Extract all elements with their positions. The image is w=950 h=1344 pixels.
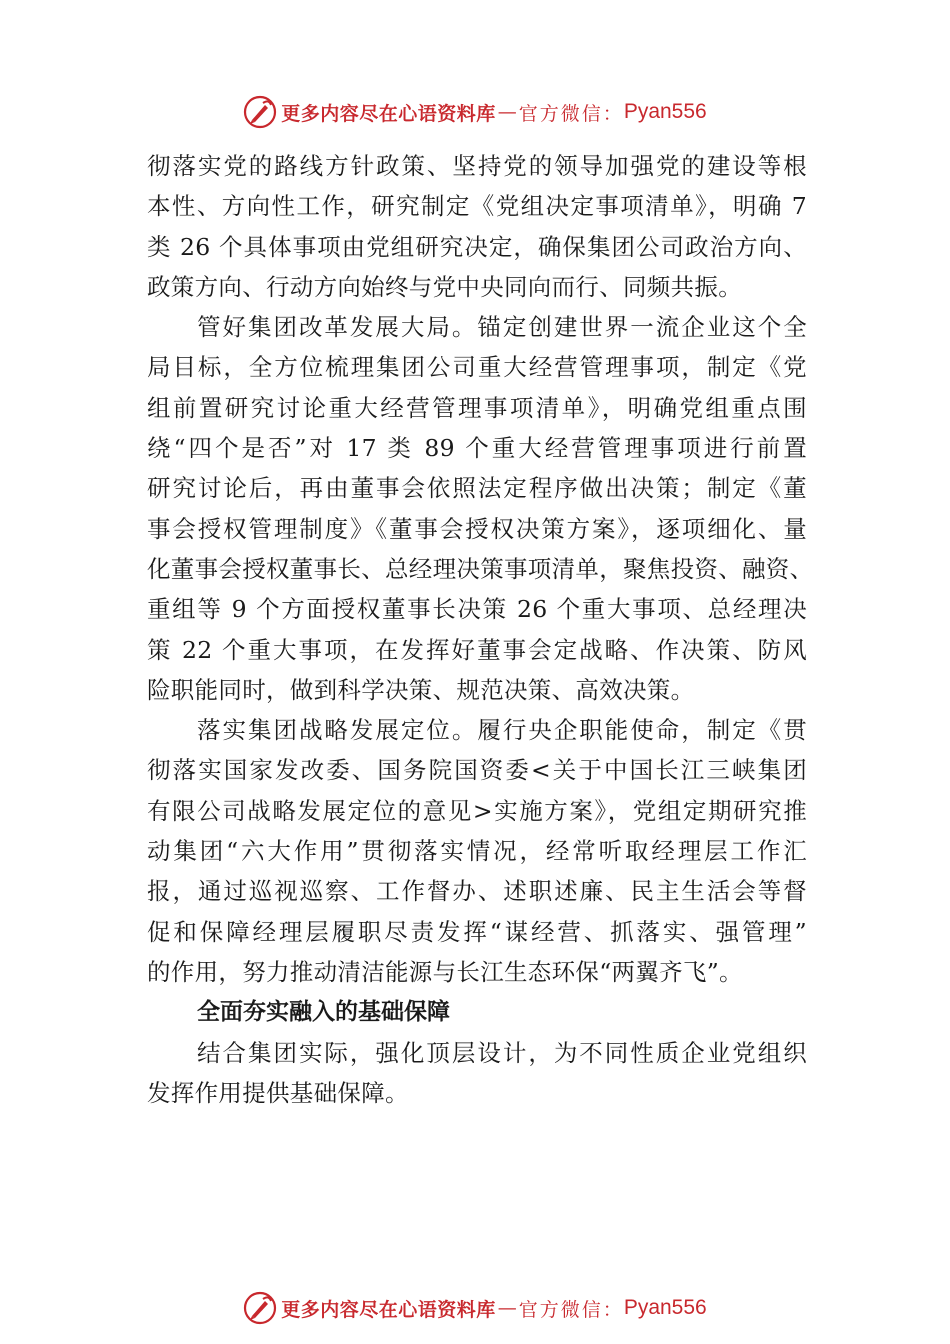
paragraph-1 (147, 146, 807, 307)
text-line: 组前置研究讨论重大经营管理事项清单》，明确党组重点围 (147, 393, 807, 422)
text-line: 本性、方向性工作，研究制定《党组决定事项清单》，明确 7 (147, 192, 807, 221)
text-line: 彻落实党的路线方针政策、坚持党的领导加强党的建设等根 (147, 152, 807, 180)
text-line: 的作用，努力推动清洁能源与长江生态环保“两翼齐飞”。 (147, 957, 743, 986)
wechat-label: 官方微信： (518, 1298, 624, 1321)
paragraph-4 (147, 1033, 807, 1114)
header-banner (0, 92, 950, 132)
text-line: 动集团“六大作用”贯彻落实情况，经常听取经理层工作汇 (147, 837, 807, 866)
pen-logo-icon (243, 95, 277, 129)
text-line: 类 26 个具体事项由党组研究决定，确保集团公司政治方向、 (147, 232, 807, 261)
document-body (147, 146, 814, 1113)
text-line: 重组等 9 个方面授权董事长决策 26 个重大事项、总经理决 (147, 595, 807, 624)
paragraph-3 (147, 710, 807, 992)
text-line: 局目标，全方位梳理集团公司重大经营管理事项，制定《党 (147, 353, 807, 382)
banner-separator: — (497, 1297, 517, 1319)
text-line: 政策方向、行动方向始终与党中央同向而行、同频共振。 (147, 272, 742, 301)
brand-name: 更多内容尽在心语资料库 (281, 1298, 496, 1321)
brand-name: 更多内容尽在心语资料库 (281, 102, 496, 125)
text-line: 促和保障经理层履职尽责发挥“谋经营、抓落实、强管理” (147, 917, 807, 946)
text-line: 研究讨论后，再由董事会依照法定程序做出决策；制定《董 (147, 474, 807, 503)
text-line: 管好集团改革发展大局。锚定创建世界一流企业这个全 (197, 313, 807, 342)
footer-banner (0, 1288, 950, 1328)
paragraph-2 (147, 307, 814, 710)
text-line: 策 22 个重大事项，在发挥好董事会定战略、作决策、防风 (147, 635, 807, 664)
pen-logo-icon (243, 1291, 277, 1325)
text-line: 化董事会授权董事长、总经理决策事项清单，聚焦投资、融资、 (147, 554, 814, 583)
text-line: 落实集团战略发展定位。履行央企职能使命，制定《贯 (197, 716, 807, 745)
text-line: 绕“四个是否”对 17 类 89 个重大经营管理事项进行前置 (147, 434, 807, 463)
text-line: 险职能同时，做到科学决策、规范决策、高效决策。 (147, 675, 695, 704)
wechat-label: 官方微信： (518, 102, 624, 125)
text-line: 结合集团实际，强化顶层设计，为不同性质企业党组织 (197, 1038, 807, 1067)
wechat-id: Pyan556 (623, 100, 707, 123)
text-line: 事会授权管理制度》《董事会授权决策方案》，逐项细化、量 (147, 514, 807, 543)
text-line: 报，通过巡视巡察、工作督办、述职述廉、民主生活会等督 (147, 877, 807, 906)
section-heading: 全面夯实融入的基础保障 (197, 999, 450, 1026)
text-line: 有限公司战略发展定位的意见>实施方案》，党组定期研究推 (147, 796, 807, 825)
text-line: 彻落实国家发改委、国务院国资委<关于中国长江三峡集团 (147, 756, 807, 785)
banner-separator: — (497, 101, 517, 123)
wechat-id: Pyan556 (623, 1296, 707, 1319)
text-line: 发挥作用提供基础保障。 (147, 1078, 409, 1107)
